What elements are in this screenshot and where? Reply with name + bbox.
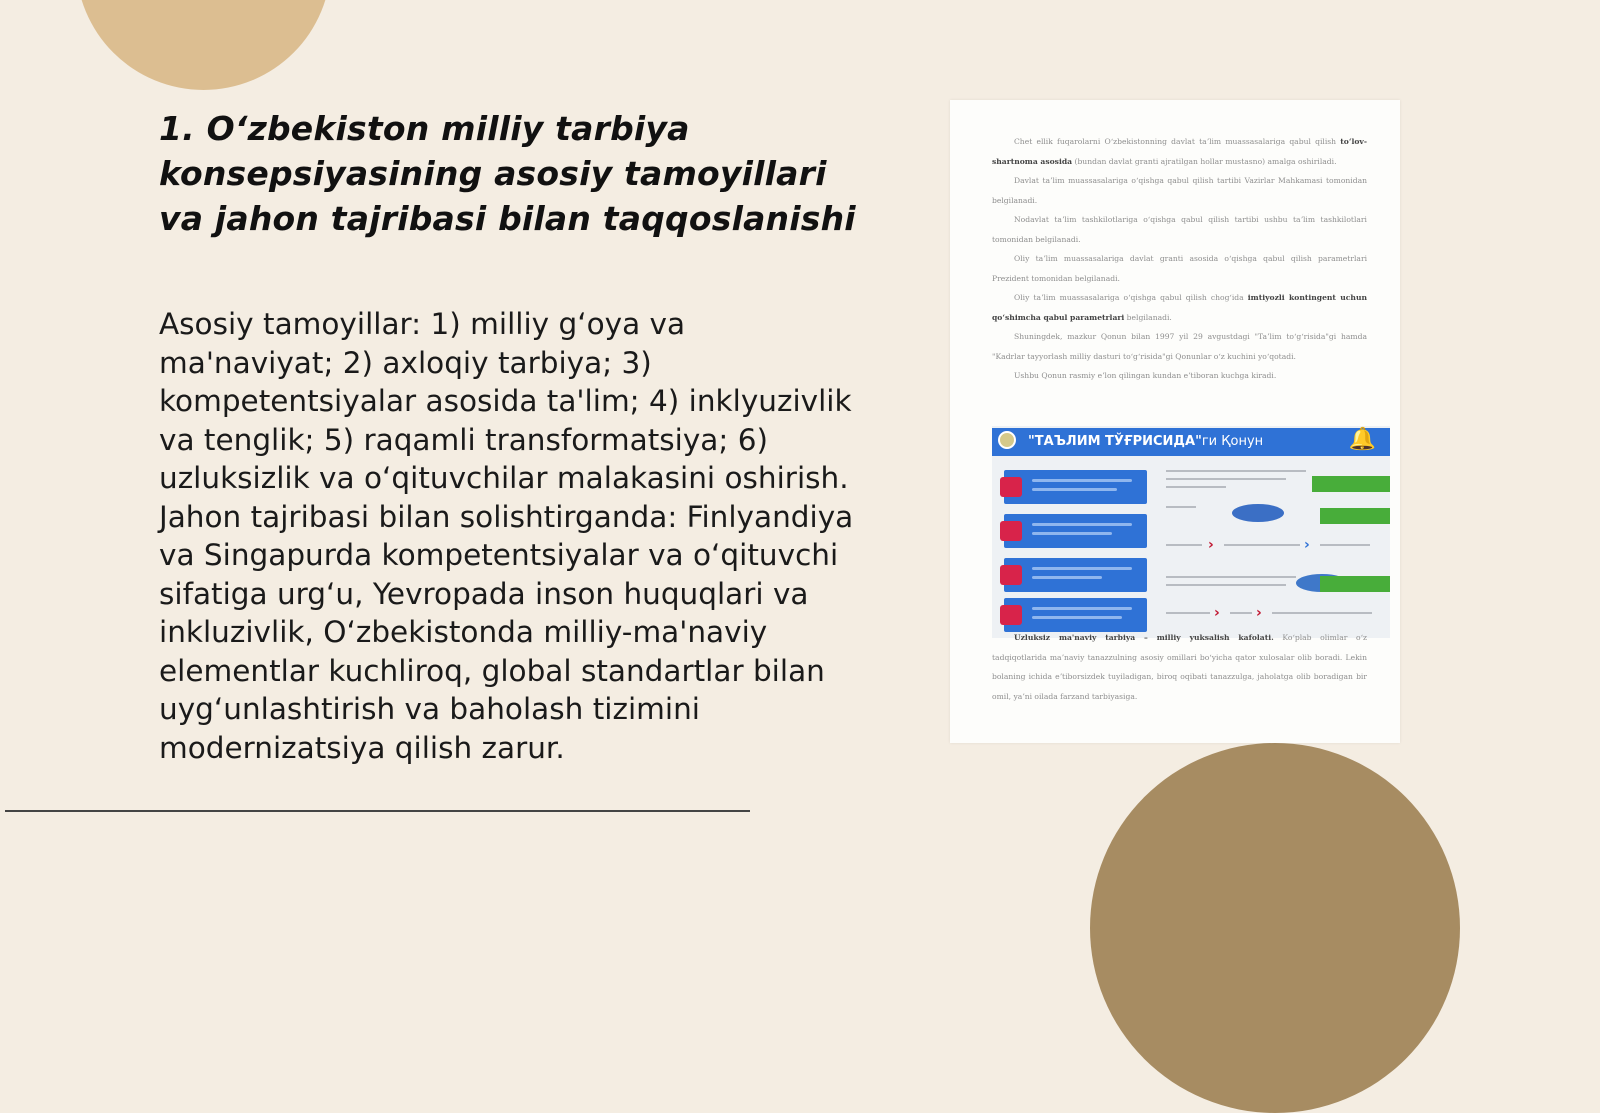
green-bar [1320, 508, 1390, 524]
infographic-title-suffix: ги Қонун [1201, 434, 1264, 449]
document-line: Shuningdek, mazkur Qonun bilan 1997 yil 29 avgustdagi "Taʼlim toʻgʻrisida"gi hamda "Kadrlar tayyorlash milliy dasturi toʻgʻrisida"gi Qonunlar oʻz kuchini yoʻqotadi. [992, 332, 1367, 361]
document-line: Davlat taʼlim muassasalariga oʻqishga qabul qilish tartibi Vazirlar Mahkamasi tomonidan belgilanadi. [992, 176, 1367, 205]
document-line: Nodavlat taʼlim tashkilotlariga oʻqishga qabul qilish tartibi ushbu taʼlim tashkilotlari tomonidan belgilanadi. [992, 215, 1367, 244]
person-icon [1000, 565, 1022, 585]
document-line: Uzluksiz ma'naviy tarbiya – milliy yuksalish kafolati. Koʻplab olimlar oʻz tadqiqotlarida maʼnaviy tanazzulning asosiy omillari boʻyicha qator xulosalar olib boradi. Lekin bolaning ichida eʼtiborsizdek tuyiladigan, biroq oqibati tanazzulga, jaholatga olib boradigan bir omil, yaʼni oilada farzand tarbiyasiga. [992, 633, 1368, 701]
document-line: Oliy taʼlim muassasalariga oʻqishga qabul qilish chogʻida imtiyozli kontingent uchun qoʻshimcha qabul parametrlari belgilanadi. [992, 293, 1367, 322]
text-line [1166, 584, 1286, 586]
infographic-header [992, 428, 1390, 456]
document-icon [1000, 477, 1022, 497]
text-line [1272, 612, 1372, 614]
document-text-block-top [992, 132, 1367, 386]
text-line [1166, 478, 1286, 480]
person-settings-icon [1000, 605, 1022, 625]
infographic [992, 426, 1390, 638]
text-line [1166, 544, 1202, 546]
text-line [1166, 470, 1306, 472]
video-icon [1000, 521, 1022, 541]
infographic-item [1004, 470, 1147, 504]
infographic-item [1004, 558, 1147, 592]
text-line [1166, 576, 1296, 578]
text-line [1166, 612, 1210, 614]
infographic-item [1004, 514, 1147, 548]
coins-icon [1232, 504, 1284, 522]
infographic-item [1004, 598, 1147, 632]
text-line [1032, 576, 1102, 579]
text-line [1032, 523, 1132, 526]
green-bar [1312, 476, 1390, 492]
text-line [1032, 532, 1112, 535]
text-line [1032, 616, 1122, 619]
document-line: Chet ellik fuqarolarni Oʻzbekistonning davlat taʼlim muassasalariga qabul qilish toʻlov-shartnoma asosida (bundan davlat granti ajratilgan hollar mustasno) amalga oshiriladi. [992, 137, 1367, 166]
text-line [1032, 488, 1117, 491]
arrow-right-icon: › [1256, 605, 1262, 621]
green-bar [1320, 576, 1390, 592]
arrow-right-icon: › [1208, 537, 1214, 553]
text-line [1032, 607, 1132, 610]
document-line: Oliy taʼlim muassasalariga davlat granti asosida oʻqishga qabul qilish parametrlari Prezident tomonidan belgilanadi. [992, 254, 1367, 283]
text-line [1224, 544, 1300, 546]
document-bold-heading: Uzluksiz ma'naviy tarbiya – milliy yuksalish kafolati. [1014, 633, 1274, 642]
arrow-right-icon: › [1304, 537, 1310, 553]
decorative-circle-top [76, 0, 331, 90]
text-line [1166, 486, 1226, 488]
decorative-circle-bottom [1090, 743, 1460, 1113]
text-line [1032, 567, 1132, 570]
emblem-icon [998, 431, 1016, 449]
text-line [1320, 544, 1370, 546]
bell-icon: 🔔 [1348, 427, 1376, 452]
infographic-title: "ТАЪЛИМ ТЎҒРИСИДА" [1028, 434, 1202, 449]
arrow-right-icon: › [1214, 605, 1220, 621]
text-line [1032, 479, 1132, 482]
document-line: Ushbu Qonun rasmiy eʼlon qilingan kundan eʼtiboran kuchga kiradi. [1014, 371, 1277, 380]
text-line [1166, 506, 1196, 508]
slide-title: 1. Oʻzbekiston milliy tarbiya konsepsiyasining asosiy tamoyillari va jahon tajribasi bilan taqqoslanishi [159, 109, 856, 238]
document-image [950, 100, 1400, 743]
slide-body-text: Asosiy tamoyillar: 1) milliy gʻoya va ma'naviyat; 2) axloqiy tarbiya; 3) kompetentsiyalar asosida ta'lim; 4) inklyuzivlik va tenglik; 5) raqamli transformatsiya; 6) uzluksizlik va oʻqituvchilar malakasini oshirish. Jahon tajribasi bilan solishtirganda: Finlyandiya va Singapurda kompetentsiyalar va oʻqituvchi sifatiga urgʻu, Yevropada inson huquqlari va inkluzivlik, Oʻzbekistonda milliy-ma'naviy elementlar kuchliroq, global standartlar bilan uygʻunlashtirish va baholash tizimini modernizatsiya qilish zarur. [159, 307, 854, 765]
text-line [1230, 612, 1252, 614]
divider-line [5, 810, 750, 812]
document-text-block-bottom [992, 628, 1367, 706]
